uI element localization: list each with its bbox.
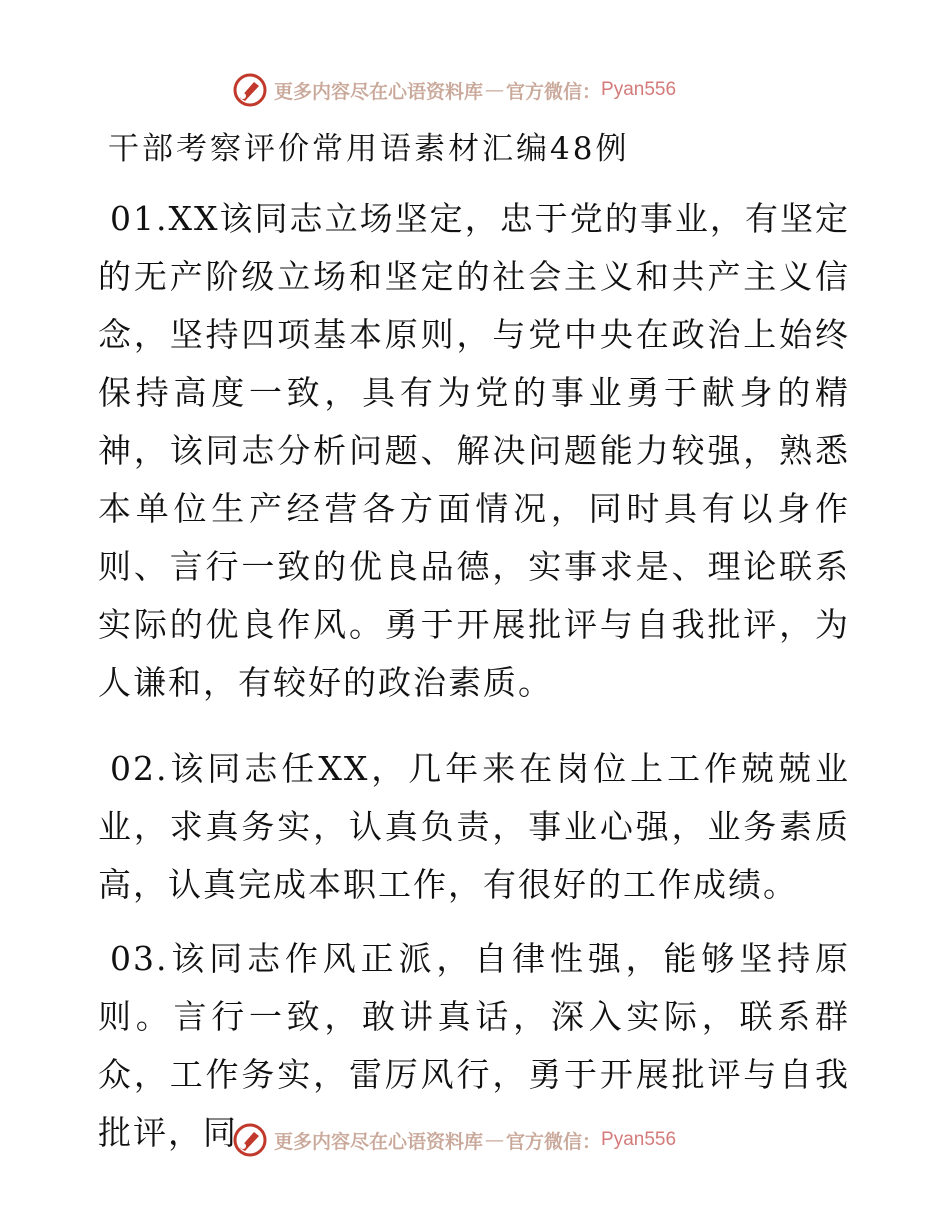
brand-logo-icon bbox=[232, 72, 268, 108]
paragraph-01: 01.XX该同志立场坚定，忠于党的事业，有坚定的无产阶级立场和坚定的社会主义和共产主义信念，坚持四项基本原则，与党中央在政治上始终保持高度一致，具有为党的事业勇于献身的精神，该同志分析问题、解决问题能力较强，熟悉本单位生产经营各方面情况，同时具有以身作则、言行一致的优良品德，实事求是、理论联系实际的优良作风。勇于开展批评与自我批评，为人谦和，有较好的政治素质。 bbox=[98, 199, 850, 702]
footer-banner bbox=[232, 1120, 676, 1160]
paragraph-02: 02.该同志任XX，几年来在岗位上工作兢兢业业，求真务实，认真负责，事业心强，业务素质高，认真完成本职工作，有很好的工作成绩。 bbox=[98, 749, 850, 904]
header-separator: — bbox=[485, 79, 505, 101]
header-wechat-id: Pyan556 bbox=[601, 79, 677, 100]
header-brand-text: 更多内容尽在心语资料库 bbox=[274, 80, 484, 103]
footer-brand-text: 更多内容尽在心语资料库 bbox=[274, 1130, 484, 1153]
footer-separator: — bbox=[485, 1129, 505, 1151]
paragraph-03: 03.该同志作风正派，自律性强，能够坚持原则。言行一致，敢讲真话，深入实际，联系群众，工作务实，雷厉风行，勇于开展批评与自我批评，同 bbox=[98, 939, 850, 1152]
document-title: 干部考察评价常用语素材汇编48例 bbox=[108, 131, 630, 167]
footer-wechat-label: 官方微信： bbox=[506, 1130, 602, 1153]
header-wechat-label: 官方微信： bbox=[506, 80, 602, 103]
footer-wechat-id: Pyan556 bbox=[601, 1129, 677, 1150]
brand-logo-icon bbox=[232, 1122, 268, 1158]
header-banner bbox=[232, 70, 676, 110]
